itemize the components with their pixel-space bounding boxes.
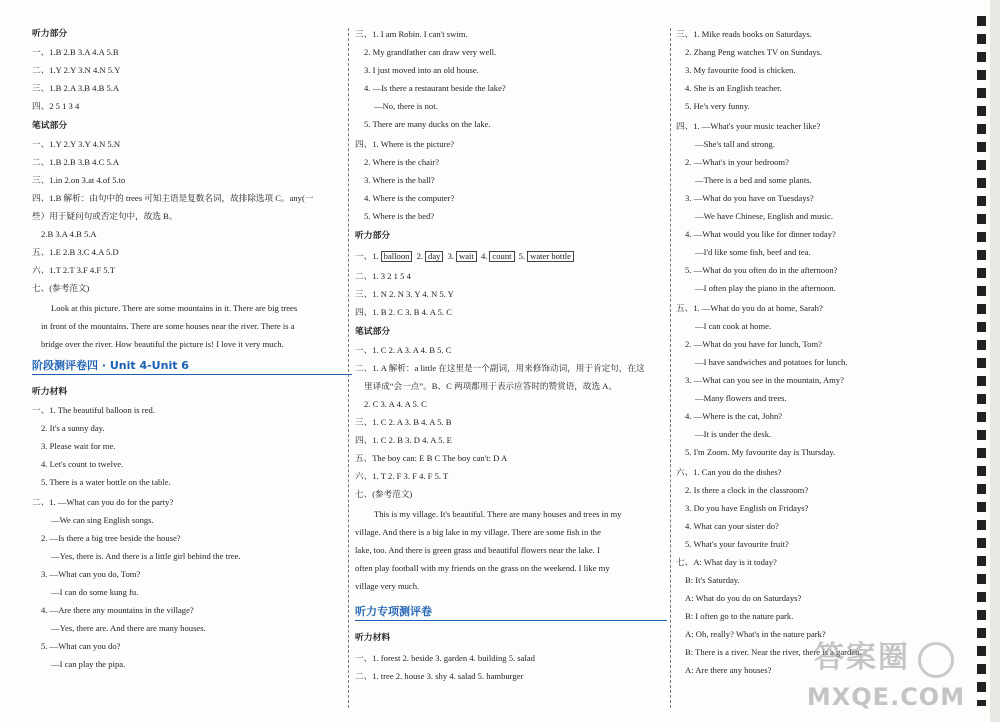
dialogue-line: B: I often go to the nature park. (685, 611, 794, 621)
column-left (32, 0, 352, 722)
answer-line: 二、1.B 2.B 3.B 4.C 5.A (32, 157, 120, 167)
answer-line: 五、1.E 2.B 3.C 4.A 5.D (32, 247, 119, 257)
answer-box: water bottle (527, 251, 574, 262)
heading-written: 笔试部分 (32, 121, 68, 131)
answer-box: wait (456, 251, 477, 262)
dialogue-line: 5. I'm Zoom. My favourite day is Thursday. (685, 447, 836, 457)
dialogue-line: 2. —Is there a big tree beside the house? (41, 533, 181, 543)
material-line: 5. There are many ducks on the lake. (364, 119, 491, 129)
dialogue-line: —We can sing English songs. (51, 515, 154, 525)
dialogue-line: 二、1. —What can you do for the party? (32, 497, 174, 507)
material-line: —No, there is not. (374, 101, 438, 111)
dialogue-line: —I'd like some fish, beef and tea. (695, 247, 811, 257)
heading-material: 听力材料 (32, 387, 68, 397)
heading-material: 听力材料 (355, 633, 391, 643)
material-line: 5. There is a water bottle on the table. (41, 477, 171, 487)
answer-line: 一、1. C 2. A 3. A 4. B 5. C (355, 345, 452, 355)
dialogue-line: 3. —What can you see in the mountain, Amy? (685, 375, 844, 385)
material-line: 5. He's very funny. (685, 101, 750, 111)
explanation-line: 四、1.B 解析：由句中的 trees 可知主语是复数名词，故排除选项 C。any(一 (32, 193, 314, 203)
dialogue-line: A: Oh, really? What's in the nature park? (685, 629, 826, 639)
heading-listening: 听力部分 (32, 29, 68, 39)
dialogue-line: —There is a bed and some plants. (695, 175, 812, 185)
dialogue-line: —She's tall and strong. (695, 139, 775, 149)
material-line: 3. Please wait for me. (41, 441, 116, 451)
answer-line: 一、1.B 2.B 3.A 4.A 5.B (32, 47, 119, 57)
dialogue-line: —Yes, there are. And there are many houses. (51, 623, 206, 633)
answer-line: 2. C 3. A 4. A 5. C (364, 399, 427, 409)
section-title: 听力专项测评卷 (355, 604, 667, 621)
essay-line: often play football with my friends on the grass on the weekend. I like my (355, 563, 610, 573)
material-line: 2. Where is the chair? (364, 157, 440, 167)
essay-line: lake, too. And there is green grass and beautiful flowers near the lake. I (355, 545, 600, 555)
watermark (806, 636, 966, 718)
essay-line: bridge over the river. How beautiful the picture is! I love it very much. (41, 339, 284, 349)
essay-line: village. And there is a big lake in my village. There are some fish in the (355, 527, 601, 537)
watermark-text: 答案圈 (814, 640, 910, 675)
watermark-ring-icon (918, 642, 954, 678)
answer-line: 四、1. C 2. B 3. D 4. A 5. E (355, 435, 452, 445)
column-right (676, 0, 968, 722)
material-line: 4. Let's count to twelve. (41, 459, 124, 469)
material-line: 4. What can your sister do? (685, 521, 779, 531)
material-line: 一、1. The beautiful balloon is red. (32, 405, 155, 415)
material-line: 3. My favourite food is chicken. (685, 65, 796, 75)
dialogue-line: B: It's Saturday. (685, 575, 740, 585)
dialogue-line: 2. —What's in your bedroom? (685, 157, 789, 167)
essay-line: This is my village. It's beautiful. There are many houses and trees in my (374, 509, 622, 519)
answer-line: 三、1. N 2. N 3. Y 4. N 5. Y (355, 289, 454, 299)
dialogue-line: —I can do some kung fu. (51, 587, 139, 597)
answer-line: 三、1.in 2.on 3.at 4.of 5.to (32, 175, 126, 185)
material-line: 一、1. forest 2. beside 3. garden 4. building 5. salad (355, 653, 535, 663)
answer-box: day (425, 251, 443, 262)
material-line: 四、1. Where is the picture? (355, 139, 455, 149)
answer-line: 三、1. C 2. A 3. B 4. A 5. B (355, 417, 452, 427)
dialogue-line: 2. —What do you have for lunch, Tom? (685, 339, 822, 349)
dialogue-line: —I can cook at home. (695, 321, 772, 331)
material-line: 2. Zhang Peng watches TV on Sundays. (685, 47, 823, 57)
answer-line: 三、1.B 2.A 3.B 4.B 5.A (32, 83, 120, 93)
section-title: 阶段测评卷四 · Unit 4-Unit 6 (32, 358, 352, 375)
essay-line: in front of the mountains. There are some houses near the river. There is a (41, 321, 295, 331)
dialogue-line: —I have sandwiches and potatoes for lunch. (695, 357, 848, 367)
dialogue-line: —It is under the desk. (695, 429, 772, 439)
dialogue-line: 四、1. —What's your music teacher like? (676, 121, 821, 131)
answer-line: 2.B 3.A 4.B 5.A (41, 229, 97, 239)
material-line: 4. Where is the computer? (364, 193, 455, 203)
page-edge (990, 0, 1000, 722)
answer-line: 二、1. 3 2 1 5 4 (355, 271, 411, 281)
dialogue-line: —Yes, there is. And there is a little girl behind the tree. (51, 551, 241, 561)
answer-line: 七、(参考范文) (32, 283, 90, 293)
dialogue-line: —Many flowers and trees. (695, 393, 787, 403)
material-line: 二、1. tree 2. house 3. shy 4. salad 5. hamburger (355, 671, 524, 681)
heading-listening: 听力部分 (355, 231, 391, 241)
dialogue-line: A: What do you do on Saturdays? (685, 593, 802, 603)
answer-box: balloon (381, 251, 413, 262)
material-line: 5. What's your favourite fruit? (685, 539, 789, 549)
answer-line: 五、The boy can: E B C The boy can't: D A (355, 453, 508, 463)
answer-line: 六、1. T 2. F 3. F 4. F 5. T (355, 471, 449, 481)
column-divider (348, 28, 349, 708)
dialogue-line: 4. —Are there any mountains in the village? (41, 605, 194, 615)
binding-holes (977, 16, 986, 706)
dialogue-line: 4. —Where is the cat, John? (685, 411, 783, 421)
essay-line: Look at this picture. There are some mountains in it. There are big trees (51, 303, 298, 313)
dialogue-line: 3. —What do you have on Tuesdays? (685, 193, 814, 203)
dialogue-line: 五、1. —What do you do at home, Sarah? (676, 303, 823, 313)
material-line: 4. She is an English teacher. (685, 83, 782, 93)
dialogue-line: 5. —What do you often do in the afternoon? (685, 265, 838, 275)
answer-line: 七、(参考范文) (355, 489, 413, 499)
material-line: 六、1. Can you do the dishes? (676, 467, 782, 477)
material-line: 2. Is there a clock in the classroom? (685, 485, 809, 495)
dialogue-line: 5. —What can you do? (41, 641, 121, 651)
explanation-line: 些）用于疑问句或否定句中，故选 B。 (32, 211, 178, 221)
essay-line: village very much. (355, 581, 420, 591)
answer-line: 四、1. B 2. C 3. B 4. A 5. C (355, 307, 452, 317)
dialogue-line: B: There is a river. Near the river, there is a garden. (685, 647, 862, 657)
answer-box: count (489, 251, 514, 262)
dialogue-line: 3. —What can you do, Tom? (41, 569, 141, 579)
boxed-answers: 一、1. balloon 2. day 3. wait 4. count 5. water bottle (355, 250, 667, 263)
material-line: 2. It's a sunny day. (41, 423, 105, 433)
material-line: 3. I just moved into an old house. (364, 65, 479, 75)
material-line: 三、1. Mike reads books on Saturdays. (676, 29, 812, 39)
heading-written: 笔试部分 (355, 327, 391, 337)
material-line: 5. Where is the bed? (364, 211, 435, 221)
answer-line: 四、2 5 1 3 4 (32, 101, 80, 111)
dialogue-line: —I often play the piano in the afternoon. (695, 283, 836, 293)
dialogue-line: A: Are there any houses? (685, 665, 772, 675)
dialogue-line: 七、A: What day is it today? (676, 557, 777, 567)
answer-line: 一、1.Y 2.Y 3.Y 4.N 5.N (32, 139, 121, 149)
material-line: 三、1. I am Robin. I can't swim. (355, 29, 468, 39)
watermark-url: MXQE.COM (806, 683, 966, 711)
explanation-line: 里译成“会一点”。B、C 两项都用于表示应答时的赞赏语，故选 A。 (364, 381, 618, 391)
material-line: 3. Do you have English on Fridays? (685, 503, 809, 513)
column-divider (670, 28, 671, 708)
material-line: 2. My grandfather can draw very well. (364, 47, 497, 57)
dialogue-line: —I can play the pipa. (51, 659, 126, 669)
material-line: 4. —Is there a restaurant beside the lake? (364, 83, 506, 93)
column-middle (355, 0, 667, 722)
answer-line: 六、1.T 2.T 3.F 4.F 5.T (32, 265, 116, 275)
material-line: 3. Where is the ball? (364, 175, 435, 185)
dialogue-line: —We have Chinese, English and music. (695, 211, 833, 221)
dialogue-line: 4. —What would you like for dinner today? (685, 229, 836, 239)
explanation-line: 二、1. A 解析：a little 在这里是一个副词，用来修饰动词，用于肯定句，在这 (355, 363, 645, 373)
answer-line: 二、1.Y 2.Y 3.N 4.N 5.Y (32, 65, 121, 75)
